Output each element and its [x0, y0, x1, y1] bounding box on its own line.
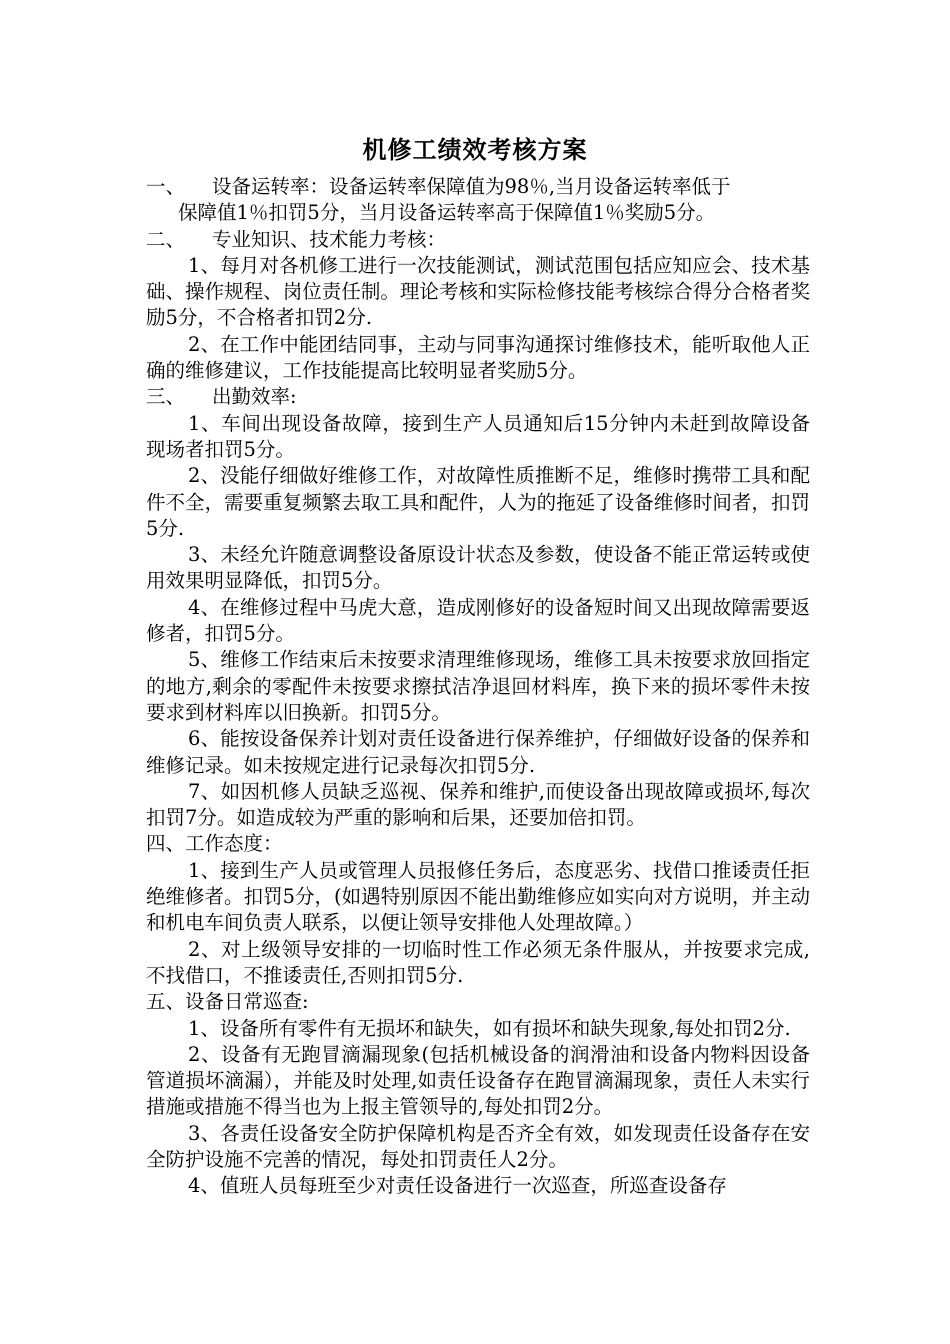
paragraph: 6、能按设备保养计划对责任设备进行保养维护，仔细做好设备的保养和维修记录。如未按规定进行记录每次扣罚5分. — [146, 727, 810, 777]
paragraph: 3、各责任设备安全防护保障机构是否齐全有效，如发现责任设备存在安全防护设施不完善的情况，每处扣罚责任人2分。 — [146, 1121, 810, 1171]
document-body — [146, 174, 810, 1200]
paragraph: 1、接到生产人员或管理人员报修任务后，态度恶劣、找借口推诿责任拒绝维修者。扣罚5分，(如遇特别原因不能出勤维修应如实向对方说明，并主动和机电车间负责人联系，以便让领导安排他人处理故障。） — [146, 858, 810, 935]
paragraph: 3、未经允许随意调整设备原设计状态及参数，使设备不能正常运转或使用效果明显降低，扣罚5分。 — [146, 543, 810, 593]
paragraph: 1、车间出现设备故障，接到生产人员通知后15分钟内未赶到故障设备现场者扣罚5分。 — [146, 411, 810, 461]
section-heading-text: 出勤效率: — [212, 385, 297, 409]
section-heading-text: 设备运转率：设备运转率保障值为98％,当月设备运转率低于 — [212, 175, 731, 198]
paragraph: 2、没能仔细做好维修工作，对故障性质推断不足，维修时携带工具和配件不全，需要重复频繁去取工具和配件，人为的拖延了设备维修时间者，扣罚5分. — [146, 464, 810, 540]
paragraph: 4、值班人员每班至少对责任设备进行一次巡查，所巡查设备存 — [188, 1174, 727, 1198]
paragraph: 1、每月对各机修工进行一次技能测试，测试范围包括应知应会、技术基础、操作规程、岗位责任制。理论考核和实际检修技能考核综合得分合格者奖励5分，不合格者扣罚2分. — [146, 253, 810, 330]
section-2-heading — [146, 227, 810, 253]
paragraph: 5、维修工作结束后未按要求清理维修现场，维修工具未按要求放回指定的地方,剩余的零配件未按要求擦拭洁净退回材料库，换下来的损坏零件未按要求到材料库以旧换新。扣罚5分。 — [146, 648, 810, 724]
paragraph: 1、设备所有零件有无损坏和缺失，如有损坏和缺失现象,每处扣罚2分. — [188, 1016, 791, 1040]
section-heading-text: 设备日常巡查: — [185, 990, 309, 1014]
section-number: 二、 — [146, 227, 186, 251]
paragraph: 2、对上级领导安排的一切临时性工作必须无条件服从，并按要求完成,不找借口，不推诿责任,否则扣罚5分. — [146, 937, 810, 987]
section-1-continuation: 保障值1％扣罚5分，当月设备运转率高于保障值1％奖励5分。 — [178, 201, 716, 225]
document-title: 机修工绩效考核方案 — [362, 135, 588, 164]
paragraph: 7、如因机修人员缺乏巡视、保养和维护,而使设备出现故障或损坏,每次扣罚7分。如造成较为严重的影响和后果，还要加倍扣罚。 — [146, 779, 810, 830]
section-number: 四、 — [146, 832, 186, 856]
section-heading-text: 工作态度： — [185, 832, 283, 856]
section-1-heading — [146, 174, 810, 200]
paragraph: 4、在维修过程中马虎大意，造成刚修好的设备短时间又出现故障需要返修者，扣罚5分。 — [146, 595, 810, 646]
section-number: 五、 — [146, 990, 186, 1014]
section-heading-text: 专业知识、技术能力考核： — [212, 227, 447, 251]
paragraph: 2、设备有无跑冒滴漏现象(包括机械设备的润滑油和设备内物料因设备管道损坏滴漏），并能及时处理,如责任设备存在跑冒滴漏现象，责任人未实行措施或措施不得当也为上报主管领导的,每处扣罚2分。 — [146, 1042, 810, 1119]
section-3-heading — [146, 384, 810, 410]
paragraph: 2、在工作中能团结同事，主动与同事沟通探讨维修技术，能听取他人正确的维修建议，工作技能提高比较明显者奖励5分。 — [146, 332, 810, 383]
section-4-heading — [146, 831, 810, 857]
section-number: 三、 — [146, 385, 186, 409]
section-number: 一、 — [146, 175, 186, 198]
section-5-heading — [146, 989, 810, 1015]
